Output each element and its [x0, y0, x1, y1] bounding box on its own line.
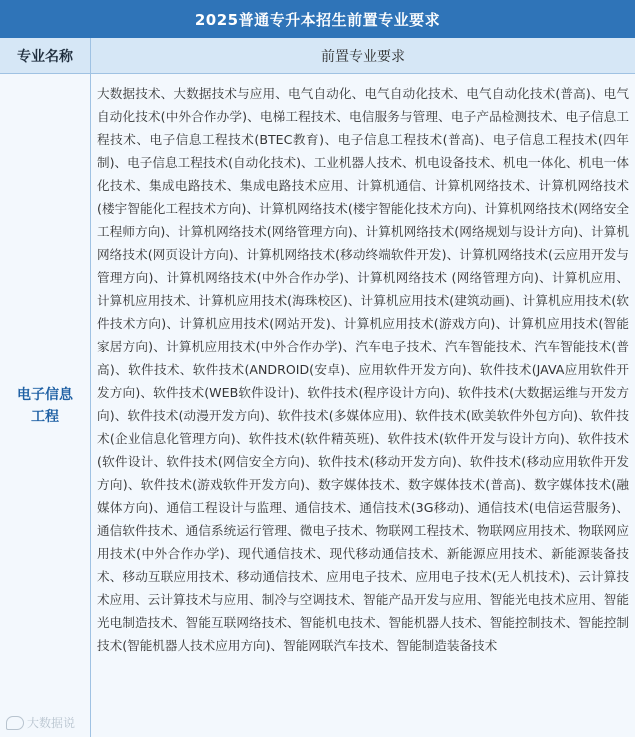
table-title: 2025普通专升本招生前置专业要求 [0, 0, 635, 38]
table-header-row [0, 38, 635, 74]
requirements-text: 大数据技术、大数据技术与应用、电气自动化、电气自动化技术、电气自动化技术(普高)、电气自动化技术(中外合作办学)、电梯工程技术、电信服务与管理、电子产品检测技术、电子信息工程技术、电子信息工程技术(BTEC教育)、电子信息工程技术(普高)、电子信息工程技术(四年制)、电子信息工程技术(自动化技术)、工业机器人技术、机电设备技术、机电一体化、机电一体化技术、集成电路技术、集成电路技术应用、计算机通信、计算机网络技术、计算机网络技术(楼宇智能化工程技术方向)、计算机网络技术(楼宇智能化技术方向)、计算机网络技术(网络安全工程师方向)、计算机网络技术(网络管理方向)、计算机网络技术(网络规划与设计方向)、计算机网络技术(网页设计方向)、计算机网络技术(移动终端软件开发)、计算机网络技术(云应用开发与管理方向)、计算机网络技术(中外合作办学)、计算机网络技术 (网络管理方向)、计算机应用、计算机应用技术、计算机应用技术(海珠校区)、计算机应用技术(建筑动画)、计算机应用技术(软件技术方向)、计算机应用技术(网站开发)、计算机应用技术(游戏方向)、计算机应用技术(智能家居方向)、计算机应用技术(中外合作办学)、汽车电子技术、汽车智能技术、汽车智能技术(普高)、软件技术、软件技术(ANDROID(安卓)、应用软件开发方向)、软件技术(JAVA应用软件开发方向)、软件技术(WEB软件设计)、软件技术(程序设计方向)、软件技术(大数据运维与开发方向)、软件技术(动漫开发方向)、软件技术(多媒体应用)、软件技术(欧美软件外包方向)、软件技术(企业信息化管理方向)、软件技术(软件精英班)、软件技术(软件开发与设计方向)、软件技术(软件设计、软件技术(网信安全方向)、软件技术(移动开发方向)、软件技术(移动应用软件开发方向)、软件技术(游戏软件开发方向)、数字媒体技术、数字媒体技术(普高)、数字媒体技术(融媒体方向)、通信工程设计与监理、通信技术、通信技术(3G移动)、通信技术(电信运营服务)、通信软件技术、通信系统运行管理、微电子技术、物联网工程技术、物联网应用技术、物联网应用技术(中外合作办学)、现代通信技术、现代移动通信技术、新能源应用技术、新能源装备技术、移动互联应用技术、移动通信技术、应用电子技术、应用电子技术(无人机技术)、云计算技术应用、云计算技术与应用、制冷与空调技术、智能产品开发与应用、智能光电技术应用、智能光电制造技术、智能互联网络技术、智能机电技术、智能机器人技术、智能控制技术、智能控制技术(智能机器人技术应用方向)、智能网联汽车技术、智能制造装备技术 [97, 86, 629, 653]
major-cell [0, 74, 91, 737]
header-major-name: 专业名称 [0, 38, 91, 73]
watermark-text: 大数据说 [27, 716, 76, 730]
table-row [0, 74, 635, 737]
requirements-cell [91, 74, 635, 737]
watermark [6, 714, 75, 731]
header-requirements: 前置专业要求 [321, 48, 405, 65]
speech-bubble-icon [6, 716, 24, 730]
major-name: 电子信息工程 [17, 386, 73, 425]
